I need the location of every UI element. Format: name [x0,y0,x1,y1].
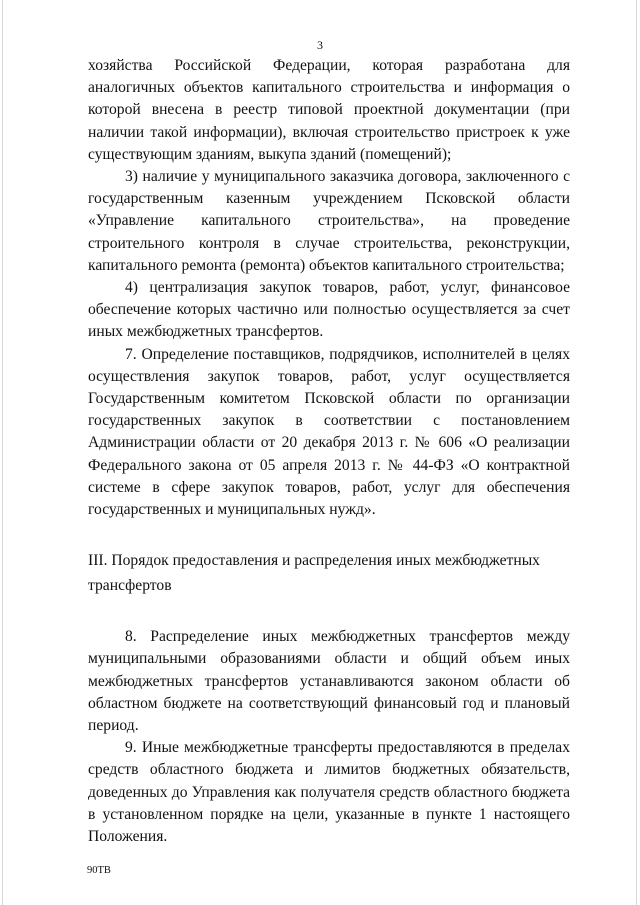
paragraph-item-4: 4) централизация закупок товаров, работ, услуг, финансовое обеспечение которых частично или полностью осуществляется за счет иных межбюджетных трансфертов. [88,279,570,341]
paragraph-item-3: 3) наличие у муниципального заказчика договора, заключенного с государственным казенным учреждением Псковской области «Управление капитального строительства», на проведение строительного контроля в случае строительства, реконструкции, капитального ремонта (ремонта) объектов капитального строительства; [88,168,570,274]
footer-document-code: 90ТВ [87,865,111,876]
page-edge-left [2,0,3,905]
paragraph-clause-7: 7. Определение поставщиков, подрядчиков, исполнителей в целях осуществления закупок товаров, работ, услуг осуществляется Государственным комитетом Псковской области по организации государственных закупок в соответствии с постановлением Администрации области от 20 декабря 2013 г. № 606 «О реализации Федерального закона от 05 апреля 2013 г. № 44-ФЗ «О контрактной системе в сфере закупок товаров, работ, услуг для обеспечения государственных и муниципальных нужд». [88,345,570,519]
paragraph-clause-8: 8. Распределение иных межбюджетных трансфертов между муниципальными образованиями области и общий объем иных межбюджетных трансфертов устанавливаются законом области об областном бюджете на соответствующий финансовый год и плановый период. [88,628,570,735]
section-heading-line1: III. Порядок предоставления и распределения иных межбюджетных [88,552,540,570]
document-body [88,55,570,848]
section-heading [88,548,570,598]
page-number: 3 [317,38,323,52]
section-heading-line2: трансфертов [88,577,172,595]
page-edge-right [636,0,637,905]
paragraph-continuation: хозяйства Российской Федерации, которая разработана для аналогичных объектов капитального строительства и информация о которой внесена в реестр типовой проектной документации (при наличии такой информации), включая строительство пристроек к уже существующим зданиям, выкупа зданий (помещений); [88,57,570,163]
paragraph-clause-9: 9. Иные межбюджетные трансферты предоставляются в пределах средств областного бюджета и лимитов бюджетных обязательств, доведенных до Управления как получателя средств областного бюджета в установленном порядке на цели, указанные в пункте 1 настоящего Положения. [88,739,570,846]
